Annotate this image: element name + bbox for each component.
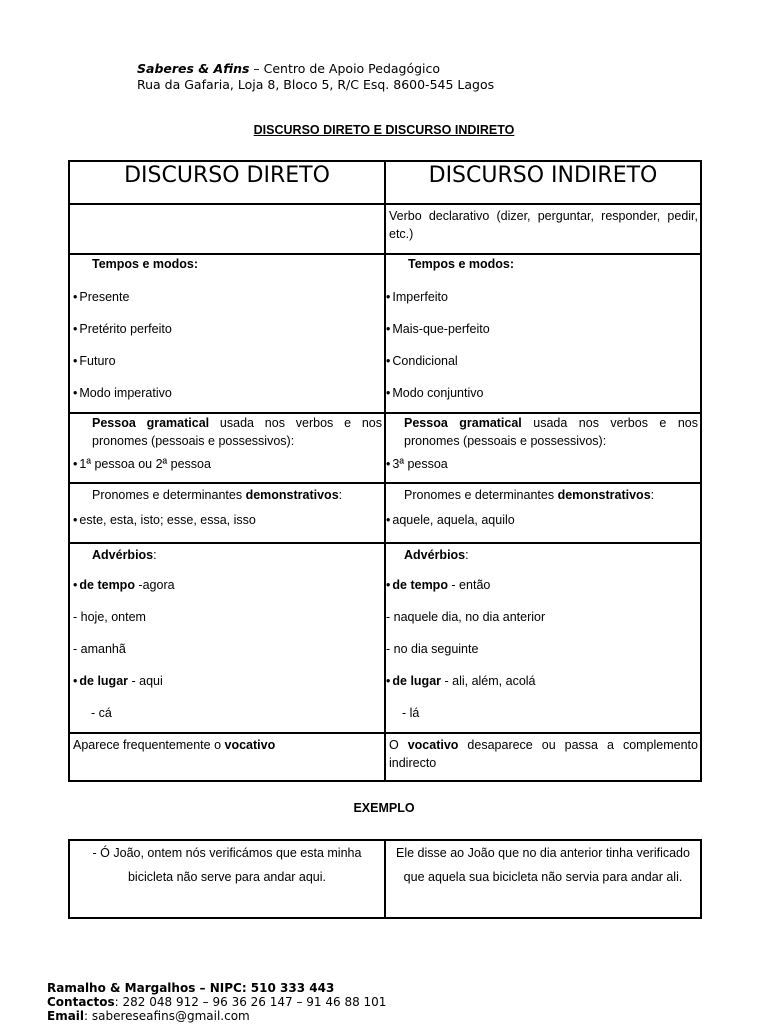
pessoa-right-cell	[385, 413, 701, 483]
email-value: : sabereseafins@gmail.com	[84, 1009, 250, 1023]
list-item: • este, esta, isto; esse, essa, isso	[70, 504, 384, 542]
pessoa-bold: Pessoa gramatical	[92, 416, 210, 430]
pronomes-bold: demonstrativos	[245, 488, 339, 502]
vocativo-right-text	[386, 734, 700, 772]
list-item: • Pretérito perfeito	[70, 312, 384, 344]
contacts-value: : 282 048 912 – 96 36 26 147 – 91 46 88 101	[114, 995, 387, 1009]
pronomes-desc	[70, 484, 384, 504]
adverbios-bold: Advérbios	[404, 548, 466, 562]
example-table	[68, 839, 702, 919]
pessoa-left-cell	[69, 413, 385, 483]
list-item: - naquele dia, no dia anterior	[386, 610, 546, 624]
col-header-indireto: DISCURSO INDIRETO	[385, 161, 701, 204]
vocativo-right-cell	[385, 733, 701, 781]
list-item: • Imperfeito	[386, 280, 700, 312]
pronomes-right-cell	[385, 483, 701, 543]
vocativo-left-text	[70, 734, 384, 756]
pessoa-rest: usada nos verbos e nos pronomes (pessoais e possessivos):	[404, 416, 698, 448]
document-footer	[47, 981, 386, 1023]
footer-company: Ramalho & Margalhos – NIPC: 510 333 443	[47, 981, 335, 995]
adverbios-label	[386, 544, 700, 568]
adverbios-label	[70, 544, 384, 568]
list-item: • Condicional	[386, 344, 700, 376]
comparison-table	[68, 160, 702, 782]
table-row-pessoa	[69, 413, 701, 483]
verbo-left-cell	[69, 204, 385, 254]
tempos-label: Tempos e modos:	[408, 257, 515, 271]
footer-contacts	[47, 995, 386, 1009]
list-item: • aquele, aquela, aquilo	[386, 504, 700, 542]
vocativo-bold: vocativo	[224, 738, 276, 752]
list-item: • 3ª pessoa	[386, 450, 700, 482]
tempo-bold: de tempo	[79, 578, 135, 592]
pronomes-desc	[386, 484, 700, 504]
list-item: • Futuro	[70, 344, 384, 376]
adverbios-colon: :	[153, 548, 157, 562]
adverbios-bold: Advérbios	[92, 548, 154, 562]
company-name: Saberes & Afins	[137, 61, 250, 76]
tempo-right: - então	[447, 578, 491, 592]
tempos-right-cell	[385, 254, 701, 413]
header-address: Rua da Gafaria, Loja 8, Bloco 5, R/C Esq. 8600-545 Lagos	[137, 77, 495, 92]
vocativo-bold: vocativo	[407, 738, 459, 752]
pessoa-desc	[386, 414, 700, 450]
adverbios-colon: :	[465, 548, 469, 562]
example-label: EXEMPLO	[353, 801, 415, 815]
example-row	[69, 840, 701, 918]
list-item	[70, 568, 384, 600]
list-item	[386, 568, 700, 600]
table-row-tempos	[69, 254, 701, 413]
list-item: • Presente	[70, 280, 384, 312]
contacts-label: Contactos	[47, 995, 115, 1009]
list-item: - no dia seguinte	[386, 642, 479, 656]
table-row-adverbios	[69, 543, 701, 733]
pronomes-pre: Pronomes e determinantes	[92, 488, 246, 502]
adverbios-right-cell	[385, 543, 701, 733]
lugar-right: - ali, além, acolá	[441, 674, 536, 688]
list-item	[70, 664, 384, 696]
verbo-right-cell	[385, 204, 701, 254]
header-line-1	[137, 61, 494, 77]
tempos-label: Tempos e modos:	[92, 257, 199, 271]
pronomes-bold: demonstrativos	[557, 488, 651, 502]
col-header-direto: DISCURSO DIRETO	[69, 161, 385, 204]
pronomes-pre: Pronomes e determinantes	[404, 488, 558, 502]
list-item: - amanhã	[73, 642, 126, 656]
example-indirect-cell: Ele disse ao João que no dia anterior tinha verificado que aquela sua bicicleta não servia para andar ali.	[385, 840, 701, 918]
table-header-row	[69, 161, 701, 204]
footer-email	[47, 1009, 386, 1023]
list-item: • Mais-que-perfeito	[386, 312, 700, 344]
adverbios-left-cell	[69, 543, 385, 733]
pessoa-desc	[70, 414, 384, 450]
list-item: - lá	[402, 706, 420, 720]
document-header	[137, 61, 494, 93]
table-row-pronomes	[69, 483, 701, 543]
pessoa-bold: Pessoa gramatical	[404, 416, 522, 430]
lugar-bold: de lugar	[392, 674, 442, 688]
pronomes-left-cell	[69, 483, 385, 543]
pronomes-post: :	[338, 488, 343, 502]
list-item: • 1ª pessoa ou 2ª pessoa	[70, 450, 384, 482]
list-item	[386, 664, 700, 696]
vocativo-left-pre: Aparece frequentemente o	[73, 738, 225, 752]
pessoa-rest: usada nos verbos e nos pronomes (pessoais e possessivos):	[92, 416, 382, 448]
example-direct-cell: - Ó João, ontem nós verificámos que esta minha bicicleta não serve para andar aqui.	[69, 840, 385, 918]
table-row-vocativo	[69, 733, 701, 781]
lugar-left: - aqui	[128, 674, 163, 688]
header-dash: –	[249, 61, 264, 76]
tempo-bold: de tempo	[392, 578, 448, 592]
pronomes-post: :	[650, 488, 655, 502]
list-item: • Modo conjuntivo	[386, 376, 700, 412]
table-row-verbo	[69, 204, 701, 254]
list-item: - hoje, ontem	[73, 610, 146, 624]
list-item: • Modo imperativo	[70, 376, 384, 412]
email-label: Email	[47, 1009, 85, 1023]
lugar-bold: de lugar	[79, 674, 129, 688]
vocativo-right-post: desaparece ou passa a complemento indirecto	[389, 738, 698, 770]
verbo-declarativo-text: Verbo declarativo (dizer, perguntar, responder, pedir, etc.)	[389, 209, 698, 241]
header-subtitle: Centro de Apoio Pedagógico	[263, 61, 441, 76]
tempos-left-cell	[69, 254, 385, 413]
document-title: DISCURSO DIRETO E DISCURSO INDIRETO	[253, 123, 515, 137]
list-item: - cá	[91, 706, 112, 720]
vocativo-right-pre: O	[389, 738, 408, 752]
tempo-left: -agora	[134, 578, 175, 592]
vocativo-left-cell	[69, 733, 385, 781]
